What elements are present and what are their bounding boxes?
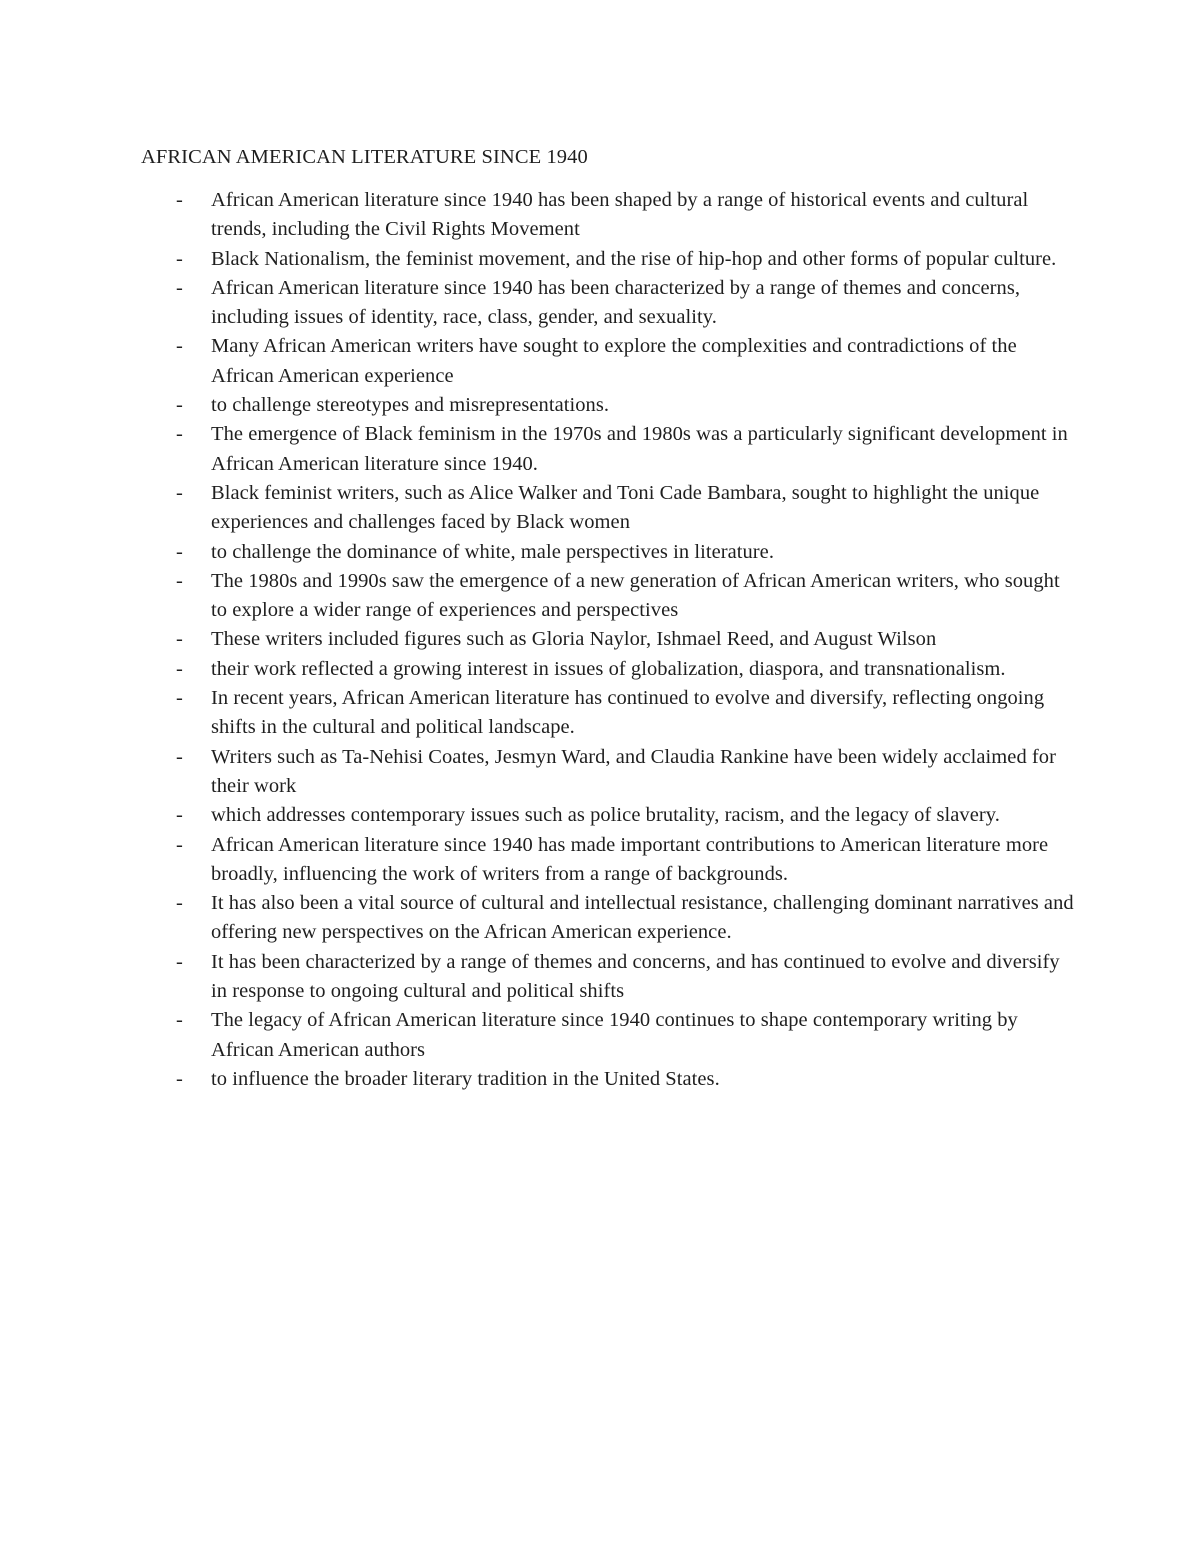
bullet-marker: - (176, 423, 183, 446)
list-item (176, 1006, 1076, 1065)
list-item (176, 420, 1076, 479)
bullet-text: Black feminist writers, such as Alice Walker and Toni Cade Bambara, sought to highlight the unique experiences and challenges faced by Black women (211, 481, 1040, 534)
list-item (176, 743, 1076, 802)
list-item (176, 948, 1076, 1007)
list-item (176, 538, 1076, 567)
bullet-marker: - (176, 189, 183, 211)
bullet-text: to challenge stereotypes and misrepresentations. (211, 394, 610, 417)
bullet-text: It has also been a vital source of cultural and intellectual resistance, challenging dominant narratives and offering new perspectives on the African American experience. (211, 892, 1074, 944)
bullet-marker: - (176, 540, 183, 563)
bullet-text: Many African American writers have sought to explore the complexities and contradictions of the African American experience (211, 335, 1017, 387)
list-item (176, 801, 1076, 830)
bullet-text: which addresses contemporary issues such as police brutality, racism, and the legacy of slavery. (211, 804, 1000, 827)
bullet-marker: - (176, 687, 183, 710)
bullet-marker: - (176, 247, 183, 270)
bullet-marker: - (176, 276, 183, 299)
bullet-marker: - (176, 569, 183, 592)
bullet-marker: - (176, 1009, 183, 1032)
bullet-marker: - (176, 950, 183, 973)
bullet-text: In recent years, African American literature has continued to evolve and diversify, reflecting ongoing shifts in the cultural and political landscape. (211, 687, 1045, 739)
list-item (176, 391, 1076, 420)
list-item (176, 655, 1076, 684)
bullet-marker: - (176, 804, 183, 827)
bullet-text: These writers included figures such as Gloria Naylor, Ishmael Reed, and August Wilson (211, 628, 937, 651)
list-item (176, 684, 1076, 743)
bullet-marker: - (176, 481, 183, 504)
bullet-marker: - (176, 1067, 183, 1090)
bullet-text: African American literature since 1940 has been shaped by a range of historical events and cultural trends, including the Civil Rights Movement (211, 189, 1029, 241)
list-item (176, 245, 1076, 274)
bullet-text: It has been characterized by a range of themes and concerns, and has continued to evolve and diversify in response to ongoing cultural and political shifts (211, 950, 1060, 1003)
bullet-marker: - (176, 892, 183, 915)
bullet-marker: - (176, 833, 183, 856)
bullet-list (176, 186, 1076, 1094)
list-item (176, 889, 1076, 948)
list-item (176, 479, 1076, 538)
bullet-text: The 1980s and 1990s saw the emergence of a new generation of African American writers, who sought to explore a wider range of experiences and perspectives (211, 569, 1060, 622)
bullet-text: to challenge the dominance of white, male perspectives in literature. (211, 540, 774, 563)
bullet-marker: - (176, 657, 183, 680)
bullet-text: The legacy of African American literature since 1940 continues to shape contemporary writing by African American authors (211, 1009, 1018, 1061)
bullet-text: The emergence of Black feminism in the 1970s and 1980s was a particularly significant development in African American literature since 1940. (211, 423, 1068, 475)
document-title: AFRICAN AMERICAN LITERATURE SINCE 1940 (141, 146, 588, 168)
list-item (176, 332, 1076, 391)
bullet-text: to influence the broader literary tradition in the United States. (211, 1067, 720, 1090)
bullet-text: Black Nationalism, the feminist movement, and the rise of hip-hop and other forms of popular culture. (211, 247, 1057, 270)
list-item (176, 567, 1076, 626)
bullet-marker: - (176, 394, 183, 417)
list-item (176, 186, 1076, 245)
bullet-marker: - (176, 628, 183, 651)
bullet-marker: - (176, 335, 183, 358)
list-item (176, 1065, 1076, 1094)
list-item (176, 625, 1076, 654)
bullet-text: African American literature since 1940 has made important contributions to American literature more broadly, influencing the work of writers from a range of backgrounds. (211, 833, 1049, 885)
bullet-text: Writers such as Ta-Nehisi Coates, Jesmyn Ward, and Claudia Rankine have been widely acclaimed for their work (211, 745, 1056, 797)
bullet-marker: - (176, 745, 183, 768)
list-item (176, 831, 1076, 890)
bullet-text: African American literature since 1940 has been characterized by a range of themes and concerns, including issues of identity, race, class, gender, and sexuality. (211, 276, 1021, 329)
bullet-text: their work reflected a growing interest in issues of globalization, diaspora, and transnationalism. (211, 657, 1006, 680)
list-item (176, 274, 1076, 333)
